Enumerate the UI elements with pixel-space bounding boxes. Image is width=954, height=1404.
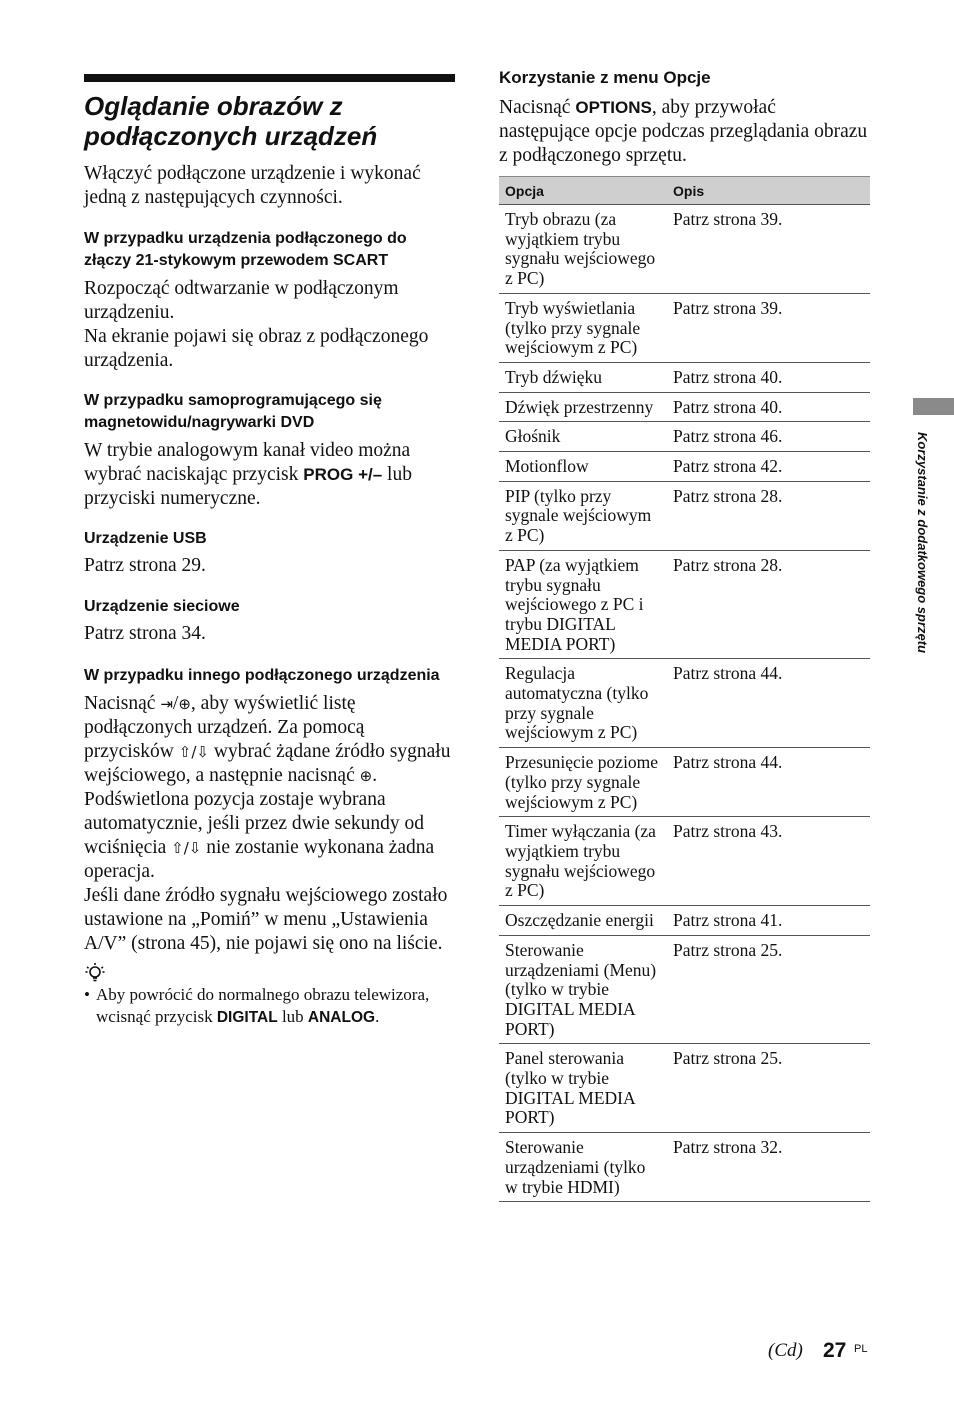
options-table (499, 176, 870, 1202)
description-cell: Patrz strona 43. (667, 817, 870, 906)
table-row (499, 550, 870, 659)
table-row (499, 935, 870, 1044)
description-cell: Patrz strona 39. (667, 205, 870, 294)
table-row (499, 1044, 870, 1133)
up-down-arrow-icon: ⇧/⇩ (171, 839, 202, 857)
option-cell: Tryb obrazu (za wyjątkiem trybu sygnału wejściowego z PC) (499, 205, 667, 294)
options-table-body (499, 205, 870, 1202)
description-cell: Patrz strona 40. (667, 392, 870, 422)
vcr-heading: W przypadku samoprogramującego się magnetowidu/nagrywarki DVD (84, 392, 382, 431)
prog-button-label: PROG +/– (303, 465, 383, 484)
network-heading: Urządzenie sieciowe (84, 598, 240, 615)
section-tab (913, 398, 954, 415)
table-row (499, 392, 870, 422)
description-cell: Patrz strona 28. (667, 550, 870, 659)
description-cell: Patrz strona 44. (667, 748, 870, 817)
option-cell: Panel sterowania (tylko w trybie DIGITAL MEDIA PORT) (499, 1044, 667, 1133)
usb-heading: Urządzenie USB (84, 530, 207, 547)
column-header-description: Opis (667, 177, 870, 205)
side-section-label: Korzystanie z dodatkowego sprzętu (915, 432, 930, 654)
network-text: Patrz strona 34. (84, 623, 206, 644)
table-row (499, 362, 870, 392)
option-cell: Sterowanie urządzeniami (tylko w trybie HDMI) (499, 1133, 667, 1202)
input-icon: ⇥ (160, 695, 173, 713)
table-row (499, 817, 870, 906)
description-cell: Patrz strona 42. (667, 452, 870, 482)
page-title: Oglądanie obrazów z podłączonych urządzeń (84, 91, 378, 151)
table-header-row (499, 177, 870, 205)
title-rule (84, 74, 455, 82)
option-cell: Oszczędzanie energii (499, 906, 667, 936)
description-cell: Patrz strona 25. (667, 935, 870, 1044)
column-header-option: Opcja (499, 177, 667, 205)
table-row (499, 1133, 870, 1202)
up-down-arrow-icon: ⇧/⇩ (178, 743, 209, 761)
table-row (499, 748, 870, 817)
description-cell: Patrz strona 25. (667, 1044, 870, 1133)
description-cell: Patrz strona 46. (667, 422, 870, 452)
language-code: PL (854, 1343, 868, 1355)
tip-icon (84, 962, 455, 984)
description-cell: Patrz strona 28. (667, 481, 870, 550)
continued-label: (Cd) (768, 1340, 803, 1361)
tip-text: • Aby powrócić do normalnego obrazu telewizora, wcisnąć przycisk DIGITAL lub ANALOG. (84, 985, 430, 1026)
option-cell: Dźwięk przestrzenny (499, 392, 667, 422)
usb-text: Patrz strona 29. (84, 555, 206, 576)
description-cell: Patrz strona 39. (667, 293, 870, 362)
input-circle-icon: ⊕ (178, 695, 191, 713)
option-cell: Timer wyłączania (za wyjątkiem trybu sygnału wejściowego z PC) (499, 817, 667, 906)
table-row (499, 205, 870, 294)
page-number: 27 (823, 1339, 847, 1362)
scart-heading: W przypadku urządzenia podłączonego do złączy 21-stykowym przewodem SCART (84, 230, 407, 269)
option-cell: Motionflow (499, 452, 667, 482)
scart-text-1: Rozpocząć odtwarzanie w podłączonym urządzeniu. (84, 278, 399, 323)
other-device-text-2: Podświetlona pozycja zostaje wybrana automatycznie, jeśli przez dwie sekundy od wciśnięcia ⇧/⇩ nie zostanie wykonana żadna operacja. (84, 789, 435, 882)
digital-button-label: DIGITAL (216, 1009, 278, 1026)
option-cell: Tryb wyświetlania (tylko przy sygnale wejściowym z PC) (499, 293, 667, 362)
description-cell: Patrz strona 40. (667, 362, 870, 392)
scart-text-2: Na ekranie pojawi się obraz z podłączonego urządzenia. (84, 326, 429, 371)
page-footer (760, 1336, 870, 1366)
table-row (499, 906, 870, 936)
other-device-text-3: Jeśli dane źródło sygnału wejściowego zostało ustawione na „Pomiń” w menu „Ustawienia A/V” (strona 45), nie pojawi się ono na liście. (84, 885, 448, 954)
table-row (499, 659, 870, 748)
description-cell: Patrz strona 41. (667, 906, 870, 936)
description-cell: Patrz strona 32. (667, 1133, 870, 1202)
options-button-label: OPTIONS (575, 98, 652, 117)
table-row (499, 422, 870, 452)
other-device-heading: W przypadku innego podłączonego urządzenia (84, 667, 440, 684)
analog-button-label: ANALOG (307, 1009, 376, 1026)
table-row (499, 293, 870, 362)
options-intro: Nacisnąć OPTIONS, aby przywołać następujące opcje podczas przeglądania obrazu z podłączonego sprzętu. (499, 97, 868, 166)
other-device-text-1: Nacisnąć ⇥/⊕, aby wyświetlić listę podłączonych urządzeń. Za pomocą przycisków ⇧/⇩ wybrać żądane źródło sygnału wejściowego, a następnie nacisnąć ⊕. (84, 693, 451, 786)
enter-icon: ⊕ (359, 767, 373, 785)
option-cell: Głośnik (499, 422, 667, 452)
left-column (84, 74, 455, 1029)
right-column (499, 67, 870, 1202)
vcr-text: W trybie analogowym kanał video można wybrać naciskając przycisk PROG +/– lub przyciski numeryczne. (84, 440, 412, 509)
description-cell: Patrz strona 44. (667, 659, 870, 748)
option-cell: PIP (tylko przy sygnale wejściowym z PC) (499, 481, 667, 550)
option-cell: Tryb dźwięku (499, 362, 667, 392)
option-cell: Przesunięcie poziome (tylko przy sygnale wejściowym z PC) (499, 748, 667, 817)
option-cell: PAP (za wyjątkiem trybu sygnału wejściowego z PC i trybu DIGITAL MEDIA PORT) (499, 550, 667, 659)
option-cell: Sterowanie urządzeniami (Menu) (tylko w trybie DIGITAL MEDIA PORT) (499, 935, 667, 1044)
options-heading: Korzystanie z menu Opcje (499, 68, 711, 87)
intro-text: Włączyć podłączone urządzenie i wykonać jedną z następujących czynności. (84, 163, 421, 208)
table-row (499, 481, 870, 550)
table-row (499, 452, 870, 482)
option-cell: Regulacja automatyczna (tylko przy sygnale wejściowym z PC) (499, 659, 667, 748)
